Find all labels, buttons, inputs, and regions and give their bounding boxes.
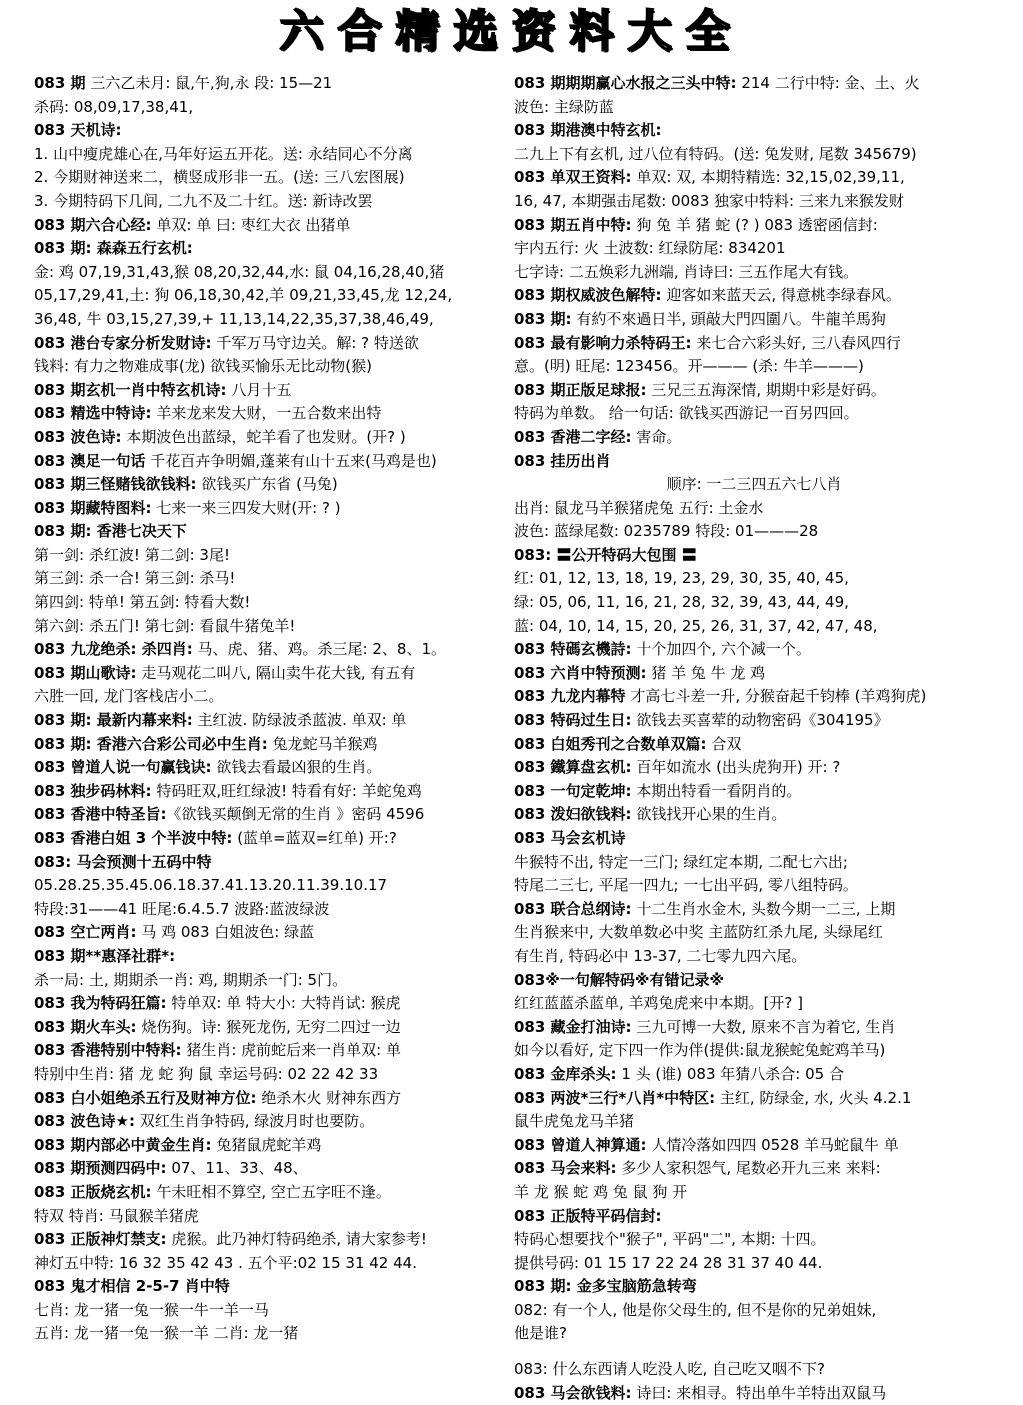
- left-line: [34, 520, 504, 544]
- line-text: 特码旺双,旺红绿波! 特看有好: 羊蛇兔鸡: [151, 781, 422, 800]
- right-line: [514, 803, 994, 827]
- right-line: [514, 214, 994, 238]
- right-line: [514, 1299, 994, 1323]
- line-heading: 083 期山歌诗:: [34, 663, 137, 682]
- right-line: [514, 1275, 994, 1299]
- left-line: [34, 1299, 504, 1323]
- line-text: 1 头 (谁) 083 年猜八杀合: 05 合: [616, 1064, 844, 1083]
- line-heading: 083 期: 金多宝脑筋急转弯: [514, 1277, 697, 1296]
- line-heading: 083 单双王资料:: [514, 168, 632, 187]
- left-line: [34, 1134, 504, 1158]
- right-line: [514, 1157, 994, 1181]
- left-line: [34, 921, 504, 945]
- line-text: 才高七斗差一升, 分猴奋起千钧棒 (羊鸡狗虎): [625, 687, 927, 706]
- line-heading: 083 期: [34, 74, 86, 92]
- left-line: [34, 1063, 504, 1087]
- line-heading: 083 期: 香港六合彩公司必中生肖:: [34, 734, 268, 753]
- right-line: [514, 1382, 994, 1405]
- right-line: [514, 1087, 994, 1111]
- line-text: 十个加四个, 六个减一个。: [631, 640, 811, 659]
- line-text: 特码为单数。 给一句话: 欲钱买西游记一百另四回。: [514, 404, 859, 423]
- line-heading: 083 白小姐绝杀五行及财神方位:: [34, 1088, 257, 1107]
- line-text: 七肖: 龙一猪一兔一猴一牛一羊一马: [34, 1300, 269, 1319]
- right-line: [514, 143, 994, 167]
- right-line: [514, 332, 994, 356]
- left-line: [34, 450, 504, 474]
- line-text: 杀码: 08,09,17,38,41,: [34, 97, 194, 116]
- line-heading: 083 马会来料:: [514, 1159, 617, 1178]
- line-heading: 083※一句解特码※有错记录※: [514, 970, 725, 989]
- right-line: [514, 1322, 994, 1346]
- line-heading: 083 香港二字经:: [514, 427, 632, 446]
- left-line: [34, 355, 504, 379]
- line-heading: 083 澳足一句话: [34, 451, 146, 470]
- left-line: [34, 638, 504, 662]
- line-text: 合双: [706, 734, 742, 753]
- right-line: [514, 379, 994, 403]
- right-line: [514, 827, 994, 851]
- line-text: 第三剑: 杀一合! 第三剑: 杀马!: [34, 569, 236, 588]
- line-heading: 083 最有影响力杀特码王:: [514, 333, 692, 352]
- right-column: [514, 72, 994, 1405]
- right-line: [514, 591, 994, 615]
- line-text: 如今以看好, 定下四一作为伴(提供:鼠龙猴蛇兔蛇鸡羊马): [514, 1041, 886, 1060]
- line-text: 三六乙未月: 鼠,午,狗,永 段: 15—21: [85, 74, 333, 92]
- line-text: 特段:31——41 旺尾:6.4.5.7 波路:蓝波绿波: [34, 899, 330, 918]
- line-text: 害命。: [631, 427, 682, 446]
- line-heading: 083 期五肖中特:: [514, 215, 632, 234]
- line-text: (蓝单=蓝双=红单) 开:?: [232, 829, 397, 847]
- left-column: [34, 72, 504, 1346]
- line-heading: 083 鐵算盘玄机:: [514, 758, 632, 777]
- line-text: 神灯五中特: 16 32 35 42 43 . 五个平:02 15 31 42 44.: [34, 1253, 417, 1272]
- left-line: [34, 237, 504, 261]
- right-line: [514, 992, 994, 1016]
- line-text: 16, 47, 本期强击尾数: 0083 独家中特料: 三来九来猴发财: [514, 191, 904, 210]
- line-heading: 083 我为特码狂篇:: [34, 994, 167, 1013]
- line-text: 马 鸡 083 白姐波色: 绿蓝: [136, 923, 315, 942]
- line-text: 欲钱去看最凶狠的生肖。: [211, 758, 382, 777]
- line-text: 金: 鸡 07,19,31,43,猴 08,20,32,44,水: 鼠 04,16,28,40,猪: [34, 262, 445, 281]
- left-line: [34, 615, 504, 639]
- line-heading: 083 期: 香港七决天下: [34, 522, 187, 541]
- line-heading: 083 挂历出肖: [514, 451, 611, 470]
- line-text: 第六剑: 杀五门! 第七剑: 看鼠牛猪兔羊!: [34, 616, 296, 635]
- line-text: 红红蓝蓝杀蓝单, 羊鸡兔虎来中本期。[开? ]: [514, 994, 803, 1013]
- left-line: [34, 756, 504, 780]
- right-line: [514, 662, 994, 686]
- left-line: [34, 898, 504, 922]
- line-text: 迎客如来蓝天云, 得意桃李绿春风。: [661, 286, 901, 305]
- page-title: 六合精选资料大全: [279, 6, 744, 57]
- right-line: [514, 685, 994, 709]
- line-text: 主红, 防绿金, 水, 火头 4.2.1: [715, 1088, 912, 1107]
- line-heading: 083 鬼才相信 2-5-7 肖中特: [34, 1277, 230, 1296]
- line-heading: 083 香港中特圣旨:: [34, 805, 167, 824]
- line-text: 二九上下有玄机, 过八位有特码。(送: 兔发财, 尾数 345679): [514, 144, 917, 163]
- line-heading: 083 白姐秀刊之合数单双篇:: [514, 734, 707, 753]
- line-heading: 083 港台专家分析发财诗:: [34, 333, 212, 352]
- line-heading: 083 金库杀头:: [514, 1064, 617, 1083]
- line-text: 六胜一回, 龙门客栈店小二。: [34, 687, 224, 706]
- line-text: 单双: 双, 本期特精选: 32,15,02,39,11,: [631, 168, 905, 187]
- line-heading: 083 马会玄机诗: [514, 829, 626, 847]
- line-text: 特尾二三七, 平尾一四九; 一七出平码, 零八组特码。: [514, 876, 858, 895]
- line-text: 单双: 单 曰: 枣红大衣 出猪单: [151, 215, 351, 234]
- left-line: [34, 685, 504, 709]
- right-line: [514, 874, 994, 898]
- line-text: 八月十五: [226, 380, 292, 399]
- left-line: [34, 969, 504, 993]
- line-heading: 083 特码过生日:: [514, 711, 632, 730]
- line-heading: 083 期: 最新内幕来料:: [34, 711, 193, 730]
- line-text: 《欲钱买颠倒无常的生肖 》密码 4596: [166, 805, 425, 824]
- line-heading: 083 正版特平码信封:: [514, 1206, 662, 1225]
- left-line: [34, 143, 504, 167]
- line-text: 绿: 05, 06, 11, 16, 21, 28, 32, 39, 43, 44, 49,: [514, 593, 849, 612]
- right-line: [514, 96, 994, 120]
- line-heading: 083 九龙绝杀: 杀四肖:: [34, 640, 193, 659]
- line-heading: 083 正版烧玄机:: [34, 1182, 152, 1201]
- right-line: [514, 72, 994, 96]
- line-text: 214 二行中特: 金、土、火: [736, 74, 920, 92]
- left-line: [34, 1087, 504, 1111]
- line-text: 提供号码: 01 15 17 22 24 28 31 37 40 44.: [514, 1253, 823, 1272]
- line-text: 05.28.25.35.45.06.18.37.41.13.20.11.39.10.17: [34, 876, 388, 895]
- line-heading: 083 期玄机一肖中特玄机诗:: [34, 380, 227, 399]
- right-line: [514, 284, 994, 308]
- left-line: [34, 402, 504, 426]
- right-line: [514, 520, 994, 544]
- right-line: [514, 851, 994, 875]
- line-text: 羊 龙 猴 蛇 鸡 兔 鼠 狗 开: [514, 1182, 688, 1201]
- line-text: 有生肖, 特码必中 13-37, 二七零九四六尾。: [514, 946, 807, 965]
- left-line: [34, 1322, 504, 1346]
- line-heading: 083 期期期赢心水报之三头中特:: [514, 74, 737, 92]
- line-text: 诗曰: 来相寻。特出单牛羊特出双鼠马: [631, 1383, 887, 1402]
- line-heading: 083 波色诗:: [34, 427, 122, 446]
- line-heading: 083 联合总纲诗:: [514, 899, 632, 918]
- right-line: [514, 190, 994, 214]
- line-text: 083: 什么东西请人吃没人吃, 自己吃又咽不下?: [514, 1360, 825, 1379]
- line-text: 07、11、33、48、: [166, 1159, 308, 1178]
- left-line: [34, 308, 504, 332]
- line-text: 三九可博一大数, 原来不言为着它, 生肖: [631, 1017, 896, 1036]
- line-text: 红: 01, 12, 13, 18, 19, 23, 29, 30, 35, 40, 45,: [514, 569, 849, 588]
- line-heading: 083 期正版足球报:: [514, 380, 647, 399]
- line-text: 百年如流水 (出头虎狗开) 开: ?: [631, 758, 841, 777]
- line-text: 主红波. 防绿波杀蓝波. 单双: 单: [192, 711, 407, 730]
- left-line: [34, 874, 504, 898]
- line-heading: 083 期港澳中特玄机:: [514, 121, 662, 140]
- line-text: 第一剑: 杀红波! 第二剑: 3尾!: [34, 545, 230, 564]
- line-text: 兔龙蛇马羊猴鸡: [267, 734, 378, 753]
- left-line: [34, 1181, 504, 1205]
- line-text: 生肖猴来中, 大数单数必中奖 主蓝防红杀九尾, 头绿尾红: [514, 923, 883, 942]
- line-text: 七字诗: 二五焕彩九洲端, 肖诗曰: 三五作尾大有钱。: [514, 262, 859, 281]
- left-line: [34, 851, 504, 875]
- line-text: 欲钱找开心果的生肖。: [631, 805, 787, 824]
- line-text: 千军万马守边关。解: ? 特送欲: [211, 333, 419, 352]
- line-heading: 083 波色诗★:: [34, 1112, 135, 1131]
- line-heading: 083 期六合心经:: [34, 215, 152, 234]
- line-text: 马、虎、猪、鸡。杀三尾: 2、8、1。: [192, 640, 446, 659]
- right-line: [514, 426, 994, 450]
- line-text: 烧伤狗。诗: 猴死龙伤, 无穷二四过一边: [136, 1017, 401, 1036]
- line-text: 杀一局: 土, 期期杀一肖: 鸡, 期期杀一门: 5门。: [34, 970, 348, 989]
- left-line: [34, 1016, 504, 1040]
- line-heading: 083 天机诗:: [34, 121, 122, 140]
- right-line: [514, 1358, 994, 1382]
- right-line: [514, 1346, 994, 1358]
- right-line: [514, 733, 994, 757]
- line-text: 走马观花二叫八, 隔山卖牛花大钱, 有五有: [136, 663, 416, 682]
- line-heading: 083: 马会预测十五码中特: [34, 852, 212, 871]
- right-line: [514, 756, 994, 780]
- line-heading: 083 期: 森森五行玄机:: [34, 239, 193, 258]
- line-text: 鼠牛虎兔龙马羊猪: [514, 1112, 635, 1131]
- right-line: [514, 355, 994, 379]
- line-text: 五肖: 龙一猪一兔一猴一羊 二肖: 龙一猪: [34, 1324, 299, 1343]
- line-heading: 083 一句定乾坤:: [514, 781, 632, 800]
- left-line: [34, 332, 504, 356]
- line-text: 兔猪鼠虎蛇羊鸡: [211, 1135, 322, 1154]
- line-text: 3. 今期特码下几间, 二九不及二十红。送: 新诗改罢: [34, 191, 373, 210]
- line-text: 出肖: 鼠龙马羊猴猪虎兔 五行: 土金水: [514, 498, 764, 517]
- line-text: 人情冷落如四四 0528 羊马蛇鼠牛 单: [646, 1135, 899, 1154]
- line-text: 多少人家积怨气, 尾数必开九三来 来料:: [616, 1159, 881, 1178]
- right-line: [514, 638, 994, 662]
- line-text: 牛猴特不出, 特定一三门; 绿红定本期, 二配七六出;: [514, 852, 848, 871]
- right-line: [514, 567, 994, 591]
- left-line: [34, 827, 504, 851]
- right-line: [514, 1205, 994, 1229]
- right-line: [514, 1039, 994, 1063]
- line-text: 05,17,29,41,土: 狗 06,18,30,42,羊 09,21,33,45,龙 12,24,: [34, 286, 453, 305]
- left-line: [34, 591, 504, 615]
- right-line: [514, 450, 994, 474]
- line-text: 狗 兔 羊 猪 蛇 (? ) 083 透密函信封:: [631, 215, 878, 234]
- line-text: 意。(明) 旺尾: 123456。开——— (杀: 牛羊———): [514, 357, 864, 376]
- line-heading: 083 独步码林料:: [34, 781, 152, 800]
- line-text: 三兄三五海深情, 期期中彩是好码。: [646, 380, 886, 399]
- left-line: [34, 567, 504, 591]
- left-line: [34, 284, 504, 308]
- right-line: [514, 1016, 994, 1040]
- line-text: 082: 有一个人, 他是你父母生的, 但不是你的兄弟姐妹,: [514, 1300, 877, 1319]
- left-line: [34, 1228, 504, 1252]
- right-line: [514, 119, 994, 143]
- line-heading: 083 两波*三行*八肖*中特区:: [514, 1088, 716, 1107]
- left-line: [34, 1275, 504, 1299]
- right-line: [514, 1110, 994, 1134]
- right-line: [514, 1063, 994, 1087]
- line-heading: 083 期:: [514, 309, 572, 328]
- left-line: [34, 426, 504, 450]
- line-text: 宇内五行: 火 土波数: 红绿防尾: 834201: [514, 239, 786, 258]
- line-text: 波色: 主绿防蓝: [514, 97, 614, 116]
- line-text: 本期波色出蓝绿，蛇羊看了也发财。(开? ): [121, 427, 406, 446]
- line-text: 有約不來過日半, 頭敲大門四圍八。牛龍羊馬狗: [571, 309, 886, 328]
- line-heading: 083 六肖中特预测:: [514, 663, 647, 682]
- left-line: [34, 709, 504, 733]
- line-heading: 083 马会欲钱料:: [514, 1383, 632, 1402]
- right-line: [514, 780, 994, 804]
- left-line: [34, 1252, 504, 1276]
- line-heading: 083 期预测四码中:: [34, 1159, 167, 1178]
- line-heading: 083 九龙内幕特: [514, 687, 626, 706]
- right-line: [514, 1228, 994, 1252]
- line-heading: 083 期火车头:: [34, 1017, 137, 1036]
- right-line: [514, 237, 994, 261]
- line-text: 七来一来三四发大财(开: ? ): [151, 498, 341, 517]
- line-heading: 083 泼妇欲钱料:: [514, 805, 632, 824]
- line-text: 虎猴。此乃神灯特码绝杀, 请大家参考!: [166, 1230, 427, 1249]
- line-text: 千花百卉争明媚,蓬莱有山十五来(马鸡是也): [145, 451, 437, 470]
- line-text: 午未旺相不算空, 空亡五字旺不逢。: [151, 1182, 391, 1201]
- left-line: [34, 662, 504, 686]
- right-line: [514, 402, 994, 426]
- right-line: [514, 945, 994, 969]
- right-line: [514, 709, 994, 733]
- line-text: 本期出特看一看阴肖的。: [631, 781, 802, 800]
- line-heading: 083: 〓公开特码大包围 〓: [514, 545, 697, 564]
- line-heading: 083 曾道人说一句赢钱诀:: [34, 758, 212, 777]
- line-text: 波色: 蓝绿尾数: 0235789 特段: 01———28: [514, 522, 819, 541]
- left-line: [34, 1157, 504, 1181]
- line-text: 特码心想要找个"猴子", 平码"二", 本期: 十四。: [514, 1230, 826, 1249]
- line-text: 36,48, 牛 03,15,27,39,+ 11,13,14,22,35,37,38,46,49,: [34, 309, 434, 328]
- left-line: [34, 96, 504, 120]
- right-line: [514, 1252, 994, 1276]
- line-text: 羊来龙来发大财，一五合数来出特: [151, 404, 382, 423]
- line-text: 1. 山中瘦虎雄心在,马年好运五开花。送: 永结同心不分离: [34, 144, 413, 163]
- left-line: [34, 733, 504, 757]
- line-text: 钱料: 有力之物难成事(龙) 欲钱买愉乐无比动物(猴): [34, 357, 373, 376]
- line-heading: 083 期**惠泽社群*:: [34, 946, 176, 965]
- right-line: [514, 473, 994, 497]
- left-line: [34, 992, 504, 1016]
- right-line: [514, 969, 994, 993]
- line-text: 蓝: 04, 10, 14, 15, 20, 25, 26, 31, 37, 42, 47, 48,: [514, 616, 878, 635]
- line-heading: 083 空亡两肖:: [34, 923, 137, 942]
- line-heading: 083 藏金打油诗:: [514, 1017, 632, 1036]
- left-line: [34, 1205, 504, 1229]
- right-line: [514, 308, 994, 332]
- right-line: [514, 1181, 994, 1205]
- left-line: [34, 72, 504, 96]
- left-line: [34, 780, 504, 804]
- line-heading: 083 精选中特诗:: [34, 404, 152, 423]
- line-text: 特别中生肖: 猪 龙 蛇 狗 鼠 幸运号码: 02 22 42 33: [34, 1064, 379, 1083]
- right-line: [514, 261, 994, 285]
- left-line: [34, 119, 504, 143]
- left-line: [34, 261, 504, 285]
- line-heading: 083 正版神灯禁支:: [34, 1230, 167, 1249]
- left-line: [34, 945, 504, 969]
- line-heading: 083 香港特别中特料:: [34, 1041, 182, 1060]
- left-line: [34, 544, 504, 568]
- line-heading: 083 曾道人神算通:: [514, 1135, 647, 1154]
- left-line: [34, 1039, 504, 1063]
- left-line: [34, 379, 504, 403]
- line-text: 猪生肖: 虎前蛇后来一肖单双: 单: [181, 1041, 401, 1060]
- line-text: 特双 特肖: 马鼠猴羊猪虎: [34, 1206, 199, 1225]
- right-line: [514, 497, 994, 521]
- left-line: [34, 190, 504, 214]
- line-text: 2. 今期财神送来二，横竖成形非一五。(送: 三八宏图展): [34, 168, 405, 187]
- right-line: [514, 921, 994, 945]
- line-text: 欲钱买广东省 (马兔): [196, 475, 338, 494]
- left-line: [34, 803, 504, 827]
- left-line: [34, 1110, 504, 1134]
- right-line: [514, 615, 994, 639]
- left-line: [34, 214, 504, 238]
- line-heading: 083 香港白姐 3 个半波中特:: [34, 829, 233, 847]
- line-heading: 083 期内部必中黄金生肖:: [34, 1135, 212, 1154]
- line-text: 特单双: 单 特大小: 大特肖试: 猴虎: [166, 994, 401, 1013]
- line-heading: 083 特碼玄機詩:: [514, 640, 632, 659]
- line-text: 他是谁?: [514, 1324, 567, 1343]
- left-line: [34, 473, 504, 497]
- line-text: 绝杀木火 财神东西方: [256, 1088, 402, 1107]
- left-line: [34, 497, 504, 521]
- line-heading: 083 期权威波色解特:: [514, 286, 662, 305]
- line-text: 顺序: 一二三四五六七八肖: [666, 475, 842, 494]
- line-text: 猪 羊 兔 牛 龙 鸡: [646, 663, 766, 682]
- line-text: 来七合六彩头好, 三八春风四行: [691, 333, 901, 352]
- line-text: 双红生肖争特码, 绿波月时也要防。: [134, 1112, 375, 1131]
- right-line: [514, 544, 994, 568]
- line-text: 欲钱去买喜荤的动物密码《304195》: [631, 711, 889, 730]
- left-line: [34, 166, 504, 190]
- right-line: [514, 898, 994, 922]
- right-line: [514, 1134, 994, 1158]
- line-heading: 083 期藏特图料:: [34, 498, 152, 517]
- line-text: 第四剑: 特单! 第五剑: 特看大数!: [34, 593, 251, 612]
- line-heading: 083 期三怪赌钱欲钱料:: [34, 475, 197, 494]
- line-text: 十二生肖水金木, 头数今期一二三, 上期: [631, 899, 896, 918]
- right-line: [514, 166, 994, 190]
